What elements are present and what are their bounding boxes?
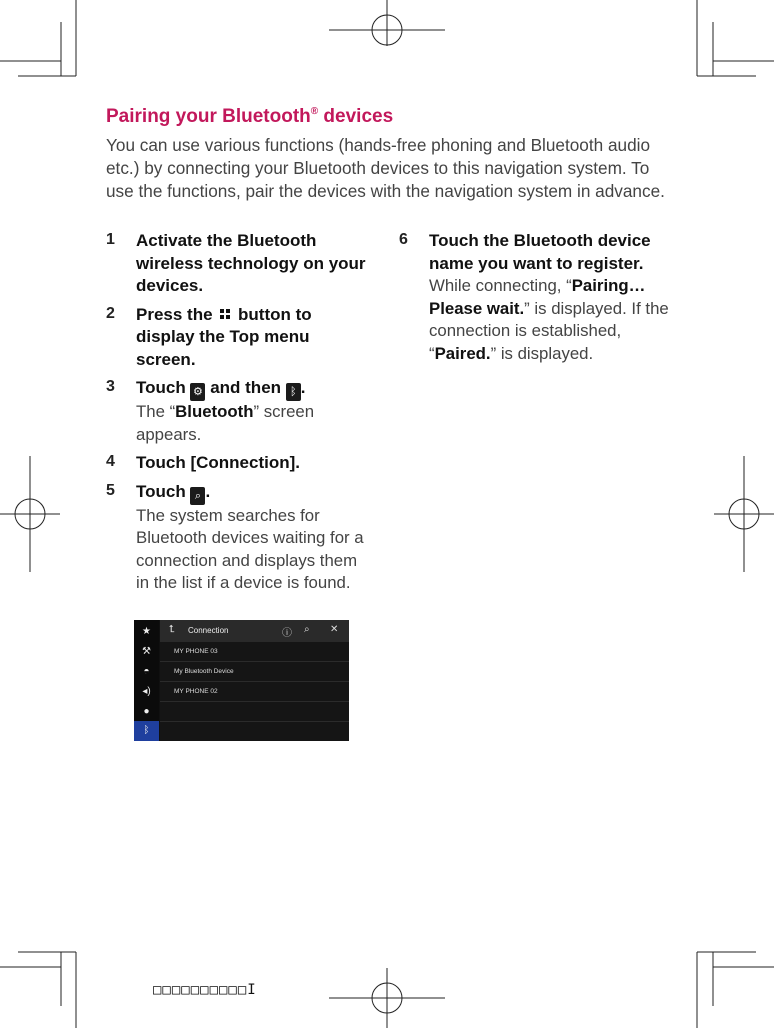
step-heading: Activate the Bluetooth wireless technology on your devices. (136, 231, 366, 295)
step-description (136, 401, 372, 446)
desc-bold: Pairing… Please wait. (429, 276, 646, 318)
search-icon: ⌕ (304, 624, 310, 635)
registered-mark: ® (310, 106, 319, 117)
section-title (106, 106, 393, 128)
desc-bold: Paired. (434, 343, 491, 363)
close-icon: ✕ (330, 624, 339, 635)
step-3 (106, 377, 372, 446)
device-row (160, 662, 349, 682)
bluetooth-icon: ᛒ (286, 383, 301, 401)
footer-code: □□□□□□□□□□I (153, 982, 257, 998)
step-number: 1 (106, 231, 115, 248)
tools-icon: ⚒ (142, 646, 151, 657)
title-text: Pairing your Bluetooth (106, 106, 311, 127)
device-name: MY PHONE 03 (174, 648, 218, 655)
desc-text: The “ (136, 402, 176, 421)
step-text: button to display the Top menu screen. (136, 304, 312, 369)
step-text: Touch (136, 481, 186, 501)
step-description (429, 275, 671, 365)
back-icon: ⮤ (169, 624, 175, 635)
step-text: and then (210, 378, 282, 397)
step-number: 6 (399, 231, 408, 248)
speaker-icon: ◂) (142, 686, 151, 697)
step-5 (106, 481, 372, 595)
steps-right-column (399, 230, 671, 371)
connection-screen-image (134, 620, 349, 741)
step-heading (136, 481, 372, 505)
step-number: 4 (106, 453, 115, 470)
step-heading (136, 377, 372, 401)
device-row-empty (160, 722, 349, 741)
steps-left-column (106, 230, 372, 601)
desc-text: ” is displayed. (490, 343, 594, 363)
step-number: 2 (106, 304, 115, 322)
title-suffix: devices (318, 106, 394, 127)
desc-text: While connecting, “ (429, 276, 572, 295)
device-row-empty (160, 702, 349, 722)
star-icon: ★ (142, 626, 151, 637)
screen-title: Connection (188, 626, 229, 635)
step-text: . (300, 378, 306, 397)
bluetooth-icon: ᛒ (134, 721, 159, 741)
intro-paragraph: You can use various functions (hands-free phoning and Bluetooth audio etc.) by connecting your Bluetooth devices to this navigation system. To use the functions, pair the devices with the navigation system in advance. (106, 135, 665, 201)
screen-header (160, 620, 349, 642)
step-number: 5 (106, 481, 115, 499)
info-icon: ⓘ (282, 628, 292, 639)
device-row (160, 682, 349, 702)
desc-text: ” is displayed. If the connection is established, “ (429, 298, 669, 363)
step-text: Touch (136, 378, 186, 397)
settings-icon: ⚙ (190, 383, 205, 401)
step-heading (136, 304, 372, 372)
step-text: Press the (136, 304, 213, 324)
desc-bold: Bluetooth (175, 402, 254, 421)
device-name: My Bluetooth Device (174, 668, 234, 675)
step-6 (399, 230, 671, 365)
desc-text: ” screen appears. (136, 402, 315, 444)
step-2 (106, 304, 372, 372)
step-1 (106, 230, 372, 298)
disc-icon: ● (143, 706, 150, 717)
device-name: MY PHONE 02 (174, 688, 218, 695)
step-heading: Touch the Bluetooth device name you want to register. (429, 231, 651, 273)
step-heading: Touch [Connection]. (136, 453, 300, 472)
device-row (160, 642, 349, 662)
screen-sidebar (134, 620, 159, 741)
step-number: 3 (106, 378, 115, 395)
car-icon: ◓ (143, 666, 150, 677)
search-icon: ⌕ (190, 487, 205, 505)
step-4 (106, 452, 372, 475)
step-text: . (205, 481, 211, 501)
home-grid-icon (219, 308, 231, 320)
step-description: The system searches for Bluetooth devices waiting for a connection and displays them in the list if a device is found. (136, 505, 364, 592)
